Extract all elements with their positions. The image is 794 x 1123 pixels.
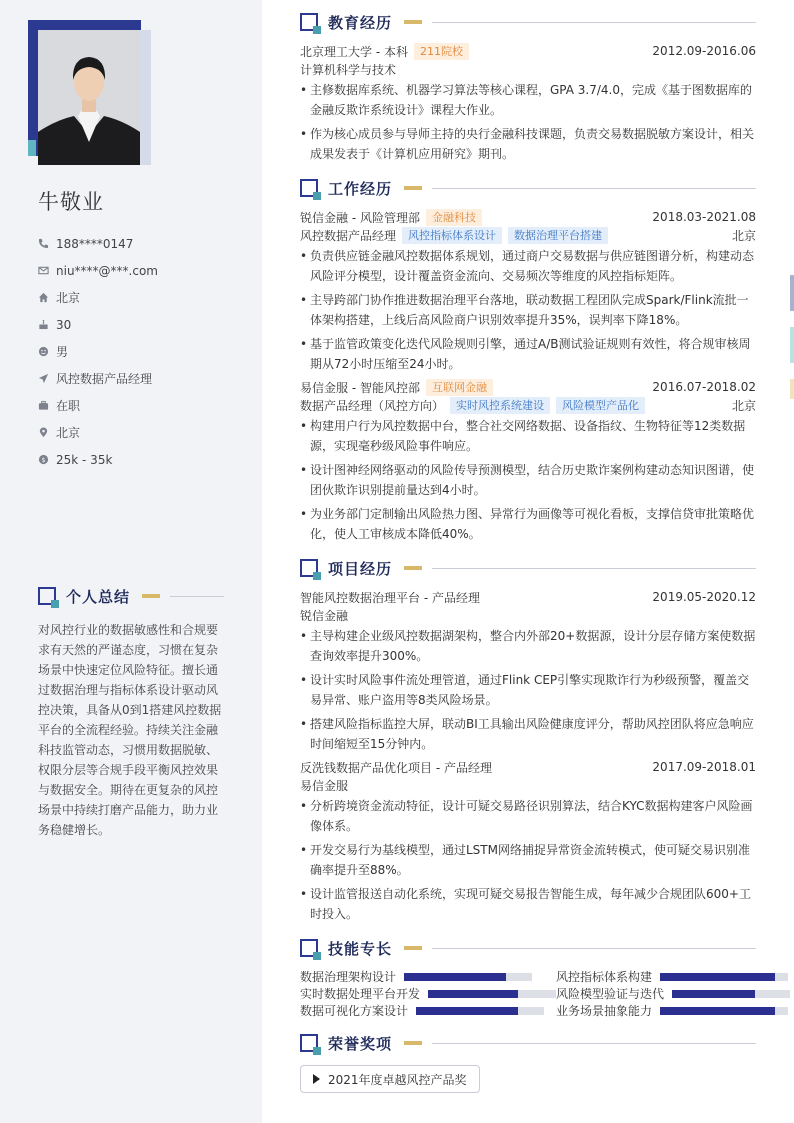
skill-name: 数据可视化方案设计: [300, 1004, 409, 1018]
info-text: 25k - 35k: [56, 452, 113, 467]
role-tag: 实时风控系统建设: [450, 397, 550, 414]
skill-item: [300, 1002, 556, 1019]
project-org: 锐信金融: [300, 608, 349, 623]
skill-name: 数据治理架构设计: [300, 970, 397, 984]
cake-icon: [38, 319, 56, 330]
section-bar: [404, 20, 422, 24]
skill-level: [428, 990, 518, 998]
section-header: [300, 178, 756, 198]
candidate-name: 牛敬业: [38, 190, 104, 214]
skill-bar: [660, 973, 788, 981]
section-header: [300, 938, 756, 958]
job-date: 2018.03-2021.08: [652, 210, 756, 224]
company-name: 锐信金融 - 风险管理部: [300, 210, 420, 225]
education-date: 2012.09-2016.06: [652, 44, 756, 58]
job-company-row: [300, 208, 756, 226]
project-bullets: [300, 796, 756, 924]
svg-text:$: $: [41, 455, 46, 464]
info-position: [38, 365, 158, 392]
list-item: • 设计实时风险事件流处理管道，通过Flink CEP引擎实现欺诈行为秒级预警，覆盖交易异常、账户盗用等8类风险场景。: [300, 670, 756, 710]
section-header: [300, 1033, 756, 1053]
job-bullets: [300, 246, 756, 374]
school-name: 北京理工大学 - 本科: [300, 44, 408, 59]
skill-level: [660, 973, 775, 981]
skill-name: 风险模型验证与迭代: [556, 987, 665, 1001]
job-city: 北京: [731, 228, 756, 243]
section-divider: [432, 1043, 756, 1044]
skill-bar: [428, 990, 556, 998]
list-item: • 设计监管报送自动化系统，实现可疑交易报告智能生成，每年减少合规团队600+工时投入。: [300, 884, 756, 924]
skill-item: [300, 968, 556, 985]
job-role: 风控数据产品经理: [300, 228, 397, 243]
list-item: • 设计图神经网络驱动的风险传导预测模型，结合历史欺诈案例构建动态知识图谱，使团伙欺诈识别提前量达到4小时。: [300, 460, 756, 500]
info-status: [38, 392, 158, 419]
info-email: [38, 257, 158, 284]
company-name: 易信金服 - 智能风控部: [300, 380, 420, 395]
work-section: [300, 178, 756, 544]
section-square-icon: [300, 559, 318, 577]
project-org: 易信金服: [300, 778, 349, 793]
section-divider: [432, 568, 756, 569]
section-header: [300, 12, 756, 32]
company-tag: 金融科技: [426, 209, 482, 226]
skill-bar: [672, 990, 790, 998]
photo-shade: [140, 30, 151, 165]
section-divider: [170, 596, 224, 597]
info-salary: [38, 446, 158, 473]
project-date: 2019.05-2020.12: [652, 590, 756, 604]
info-text: niu****@***.com: [56, 263, 158, 278]
skills-grid: [300, 968, 756, 1019]
company-tag: 互联网金融: [426, 379, 493, 396]
section-divider: [432, 948, 756, 949]
skill-bar: [660, 1007, 788, 1015]
job-company-row: [300, 378, 756, 396]
avatar-portrait-icon: [38, 30, 140, 165]
award-name: 2021年度卓越风控产品奖: [328, 1072, 467, 1087]
job-date: 2016.07-2018.02: [652, 380, 756, 394]
location-pin-icon: [38, 427, 56, 438]
section-title: 项目经历: [328, 559, 393, 578]
section-header: [300, 558, 756, 578]
gender-icon: [38, 346, 56, 357]
list-item: • 基于监管政策变化迭代风险规则引擎，通过A/B测试验证规则有效性，将合规审核周期从72小时压缩至24小时。: [300, 334, 756, 374]
education-bullets: [300, 80, 756, 164]
section-bar: [404, 946, 422, 950]
info-gender: [38, 338, 158, 365]
skill-level: [416, 1007, 518, 1015]
project-org-row: [300, 776, 756, 794]
play-arrow-icon: [313, 1074, 320, 1084]
section-bar: [404, 1041, 422, 1045]
job-role-row: [300, 396, 756, 414]
skill-name: 风控指标体系构建: [556, 970, 653, 984]
section-header: [38, 586, 224, 606]
section-title: 个人总结: [66, 587, 131, 606]
major: 计算机科学与技术: [300, 62, 397, 77]
home-icon: [38, 292, 56, 303]
skills-section: [300, 938, 756, 1019]
list-item: • 负责供应链金融风控数据体系规划，通过商户交易数据与供应链图谱分析，构建动态风险评分模型，设计覆盖资金流向、交易频次等维度的风控指标矩阵。: [300, 246, 756, 286]
role-tag: 数据治理平台搭建: [508, 227, 608, 244]
project-entry: [300, 588, 756, 754]
project-name: 反洗钱数据产品优化项目 - 产品经理: [300, 760, 492, 775]
section-divider: [432, 22, 756, 23]
info-text: 男: [56, 345, 69, 359]
project-name: 智能风控数据治理平台 - 产品经理: [300, 590, 480, 605]
personal-info-list: [38, 230, 158, 473]
edge-marks: [790, 275, 794, 415]
project-entry: [300, 758, 756, 924]
skill-item: [300, 985, 556, 1002]
skill-item: [556, 968, 790, 985]
list-item: • 开发交易行为基线模型，通过LSTM网络捕捉异常资金流转模式，使可疑交易识别准确率提升至88%。: [300, 840, 756, 880]
job-city: 北京: [731, 398, 756, 413]
section-square-icon: [300, 179, 318, 197]
awards-section: [300, 1033, 756, 1093]
skill-bar: [404, 973, 532, 981]
job-bullets: [300, 416, 756, 544]
job-role-row: [300, 226, 756, 244]
role-tag: 风险模型产品化: [556, 397, 645, 414]
briefcase-icon: [38, 400, 56, 411]
list-item: • 作为核心成员参与导师主持的央行金融科技课题，负责交易数据脱敏方案设计，相关成果发表于《计算机应用研究》期刊。: [300, 124, 756, 164]
info-home: [38, 284, 158, 311]
edge-mark: [790, 275, 794, 311]
section-square-icon: [300, 1034, 318, 1052]
role-tag: 风控指标体系设计: [402, 227, 502, 244]
major-row: [300, 60, 756, 78]
section-title: 工作经历: [328, 179, 393, 198]
award-chip: [300, 1065, 480, 1093]
project-bullets: [300, 626, 756, 754]
summary-section: [38, 586, 224, 840]
info-text: 30: [56, 317, 72, 332]
info-age: [38, 311, 158, 338]
education-row: [300, 42, 756, 60]
project-row: [300, 588, 756, 606]
list-item: • 为业务部门定制输出风险热力图、异常行为画像等可视化看板，支撑信贷审批策略优化，使人工审核成本降低40%。: [300, 504, 756, 544]
job-role: 数据产品经理（风控方向）: [300, 398, 445, 413]
summary-text: 对风控行业的数据敏感性和合规要求有天然的严谨态度，习惯在复杂场景中快速定位风险特征。擅长通过数据治理与指标体系设计驱动风控决策，具备从0到1搭建风控数据平台的全流程经验。持续关注金融科技监管动态，习惯用数据脱敏、权限分层等合规手段平衡风控效果与数据安全。期待在更复杂的风控场景中持续打磨产品能力，助力业务稳健增长。: [38, 623, 222, 837]
section-square-icon: [38, 587, 56, 605]
list-item: • 主导构建企业级风控数据湖架构，整合内外部20+数据源，设计分层存储方案使数据查询效率提升300%。: [300, 626, 756, 666]
skill-name: 实时数据处理平台开发: [300, 987, 421, 1001]
section-title: 荣誉奖项: [328, 1034, 393, 1053]
section-square-icon: [300, 13, 318, 31]
list-item: • 主修数据库系统、机器学习算法等核心课程，GPA 3.7/4.0，完成《基于图数据库的金融反欺诈系统设计》课程大作业。: [300, 80, 756, 120]
info-text: 风控数据产品经理: [56, 372, 153, 386]
phone-icon: [38, 238, 56, 249]
edge-mark: [790, 327, 794, 363]
sidebar: [0, 0, 262, 1123]
main-content: [300, 12, 756, 1107]
school-tag: 211院校: [414, 43, 469, 60]
avatar: [38, 30, 140, 165]
project-date: 2017.09-2018.01: [652, 760, 756, 774]
skill-item: [556, 1002, 790, 1019]
section-title: 教育经历: [328, 13, 393, 32]
project-org-row: [300, 606, 756, 624]
photo-accent: [28, 140, 36, 156]
projects-section: [300, 558, 756, 924]
info-text: 北京: [56, 291, 81, 305]
info-phone: [38, 230, 158, 257]
job-entry: [300, 378, 756, 544]
skill-bar: [416, 1007, 544, 1015]
edge-mark: [790, 379, 794, 399]
section-square-icon: [300, 939, 318, 957]
list-item: • 主导跨部门协作推进数据治理平台落地，联动数据工程团队完成Spark/Flink流批一体架构搭建，上线后高风险商户识别效率提升35%，误判率下降18%。: [300, 290, 756, 330]
education-section: [300, 12, 756, 164]
job-entry: [300, 208, 756, 374]
section-bar: [142, 594, 160, 598]
section-divider: [432, 188, 756, 189]
section-title: 技能专长: [328, 939, 393, 958]
info-text: 北京: [56, 426, 81, 440]
skill-level: [404, 973, 506, 981]
skill-name: 业务场景抽象能力: [556, 1004, 653, 1018]
list-item: • 搭建风险指标监控大屏，联动BI工具输出风险健康度评分，帮助风控团队将应急响应时间缩短至15分钟内。: [300, 714, 756, 754]
info-location: [38, 419, 158, 446]
info-text: 188****0147: [56, 236, 134, 251]
money-icon: [38, 454, 56, 465]
section-bar: [404, 186, 422, 190]
info-text: 在职: [56, 399, 81, 413]
list-item: • 分析跨境资金流动特征，设计可疑交易路径识别算法，结合KYC数据构建客户风险画像体系。: [300, 796, 756, 836]
skill-level: [660, 1007, 775, 1015]
send-icon: [38, 373, 56, 384]
mail-icon: [38, 265, 56, 276]
project-row: [300, 758, 756, 776]
list-item: • 构建用户行为风控数据中台，整合社交网络数据、设备指纹、生物特征等12类数据源，实现毫秒级风险事件响应。: [300, 416, 756, 456]
section-bar: [404, 566, 422, 570]
skill-level: [672, 990, 755, 998]
skill-item: [556, 985, 790, 1002]
